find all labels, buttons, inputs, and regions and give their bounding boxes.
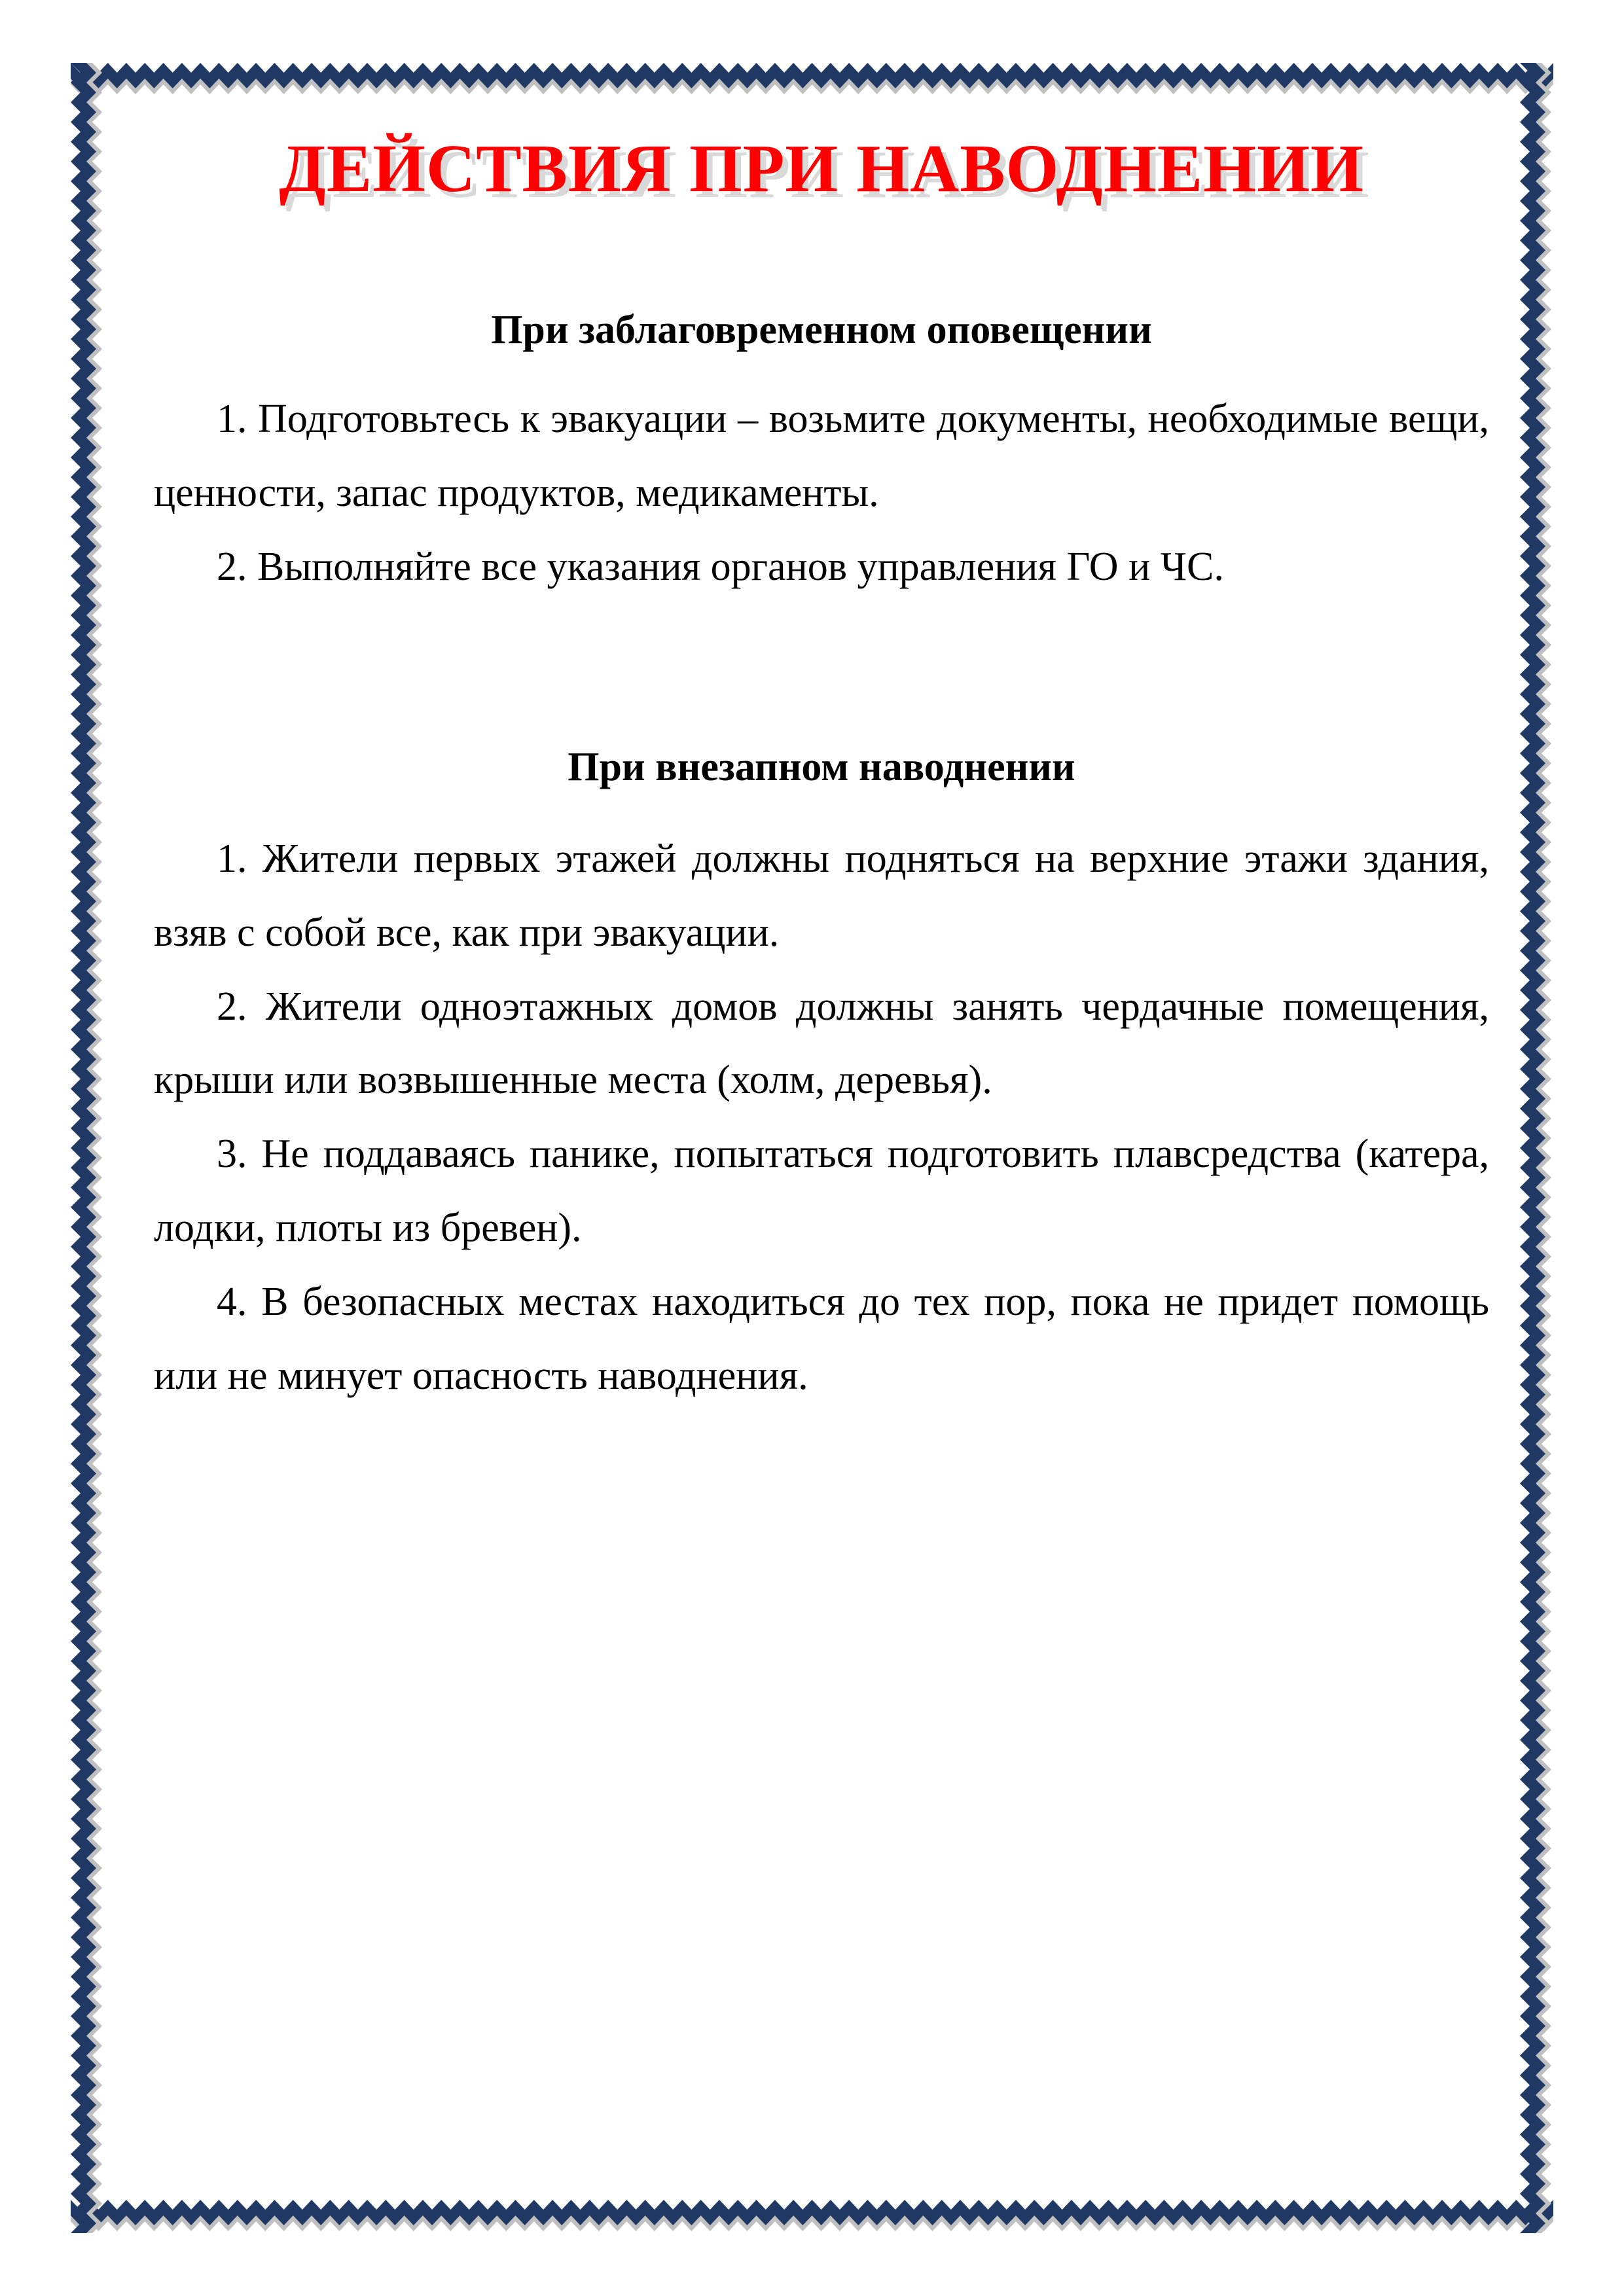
list-item: 1. Жители первых этажей должны подняться на верхние этажи здания, взяв с собой все, как при эвакуации. <box>154 836 1489 955</box>
poster-content <box>154 131 1489 1413</box>
list-item: 4. В безопасных местах находиться до тех пор, пока не придет помощь или не минует опасность наводнения. <box>154 1279 1489 1398</box>
spacer <box>154 603 1489 742</box>
section-sudden-flood <box>154 742 1489 1412</box>
spacer <box>154 793 1489 822</box>
section-advance-warning <box>154 305 1489 603</box>
section-heading: При заблаговременном оповещении <box>491 308 1152 353</box>
border-edge-right <box>1514 63 1553 2233</box>
spacer <box>154 207 1489 305</box>
list-item: 2. Жители одноэтажных домов должны занять чердачные помещения, крыши или возвышенные места (холм, деревья). <box>154 984 1489 1103</box>
list-item: 3. Не поддаваясь панике, попытаться подготовить плавсредства (катера, лодки, плоты из бревен). <box>154 1132 1489 1251</box>
list-item: 2. Выполняйте все указания органов управления ГО и ЧС. <box>217 544 1224 589</box>
list-item: 1. Подготовьтесь к эвакуации – возьмите документы, необходимые вещи, ценности, запас продуктов, медикаменты. <box>154 396 1489 515</box>
border-edge-left <box>71 63 110 2233</box>
spacer <box>154 356 1489 382</box>
page-title: ДЕЙСТВИЯ ПРИ НАВОДНЕНИИ <box>279 131 1364 206</box>
border-edge-top <box>71 63 1553 102</box>
section-heading: При внезапном наводнении <box>568 745 1075 790</box>
border-edge-bottom <box>71 2194 1553 2233</box>
